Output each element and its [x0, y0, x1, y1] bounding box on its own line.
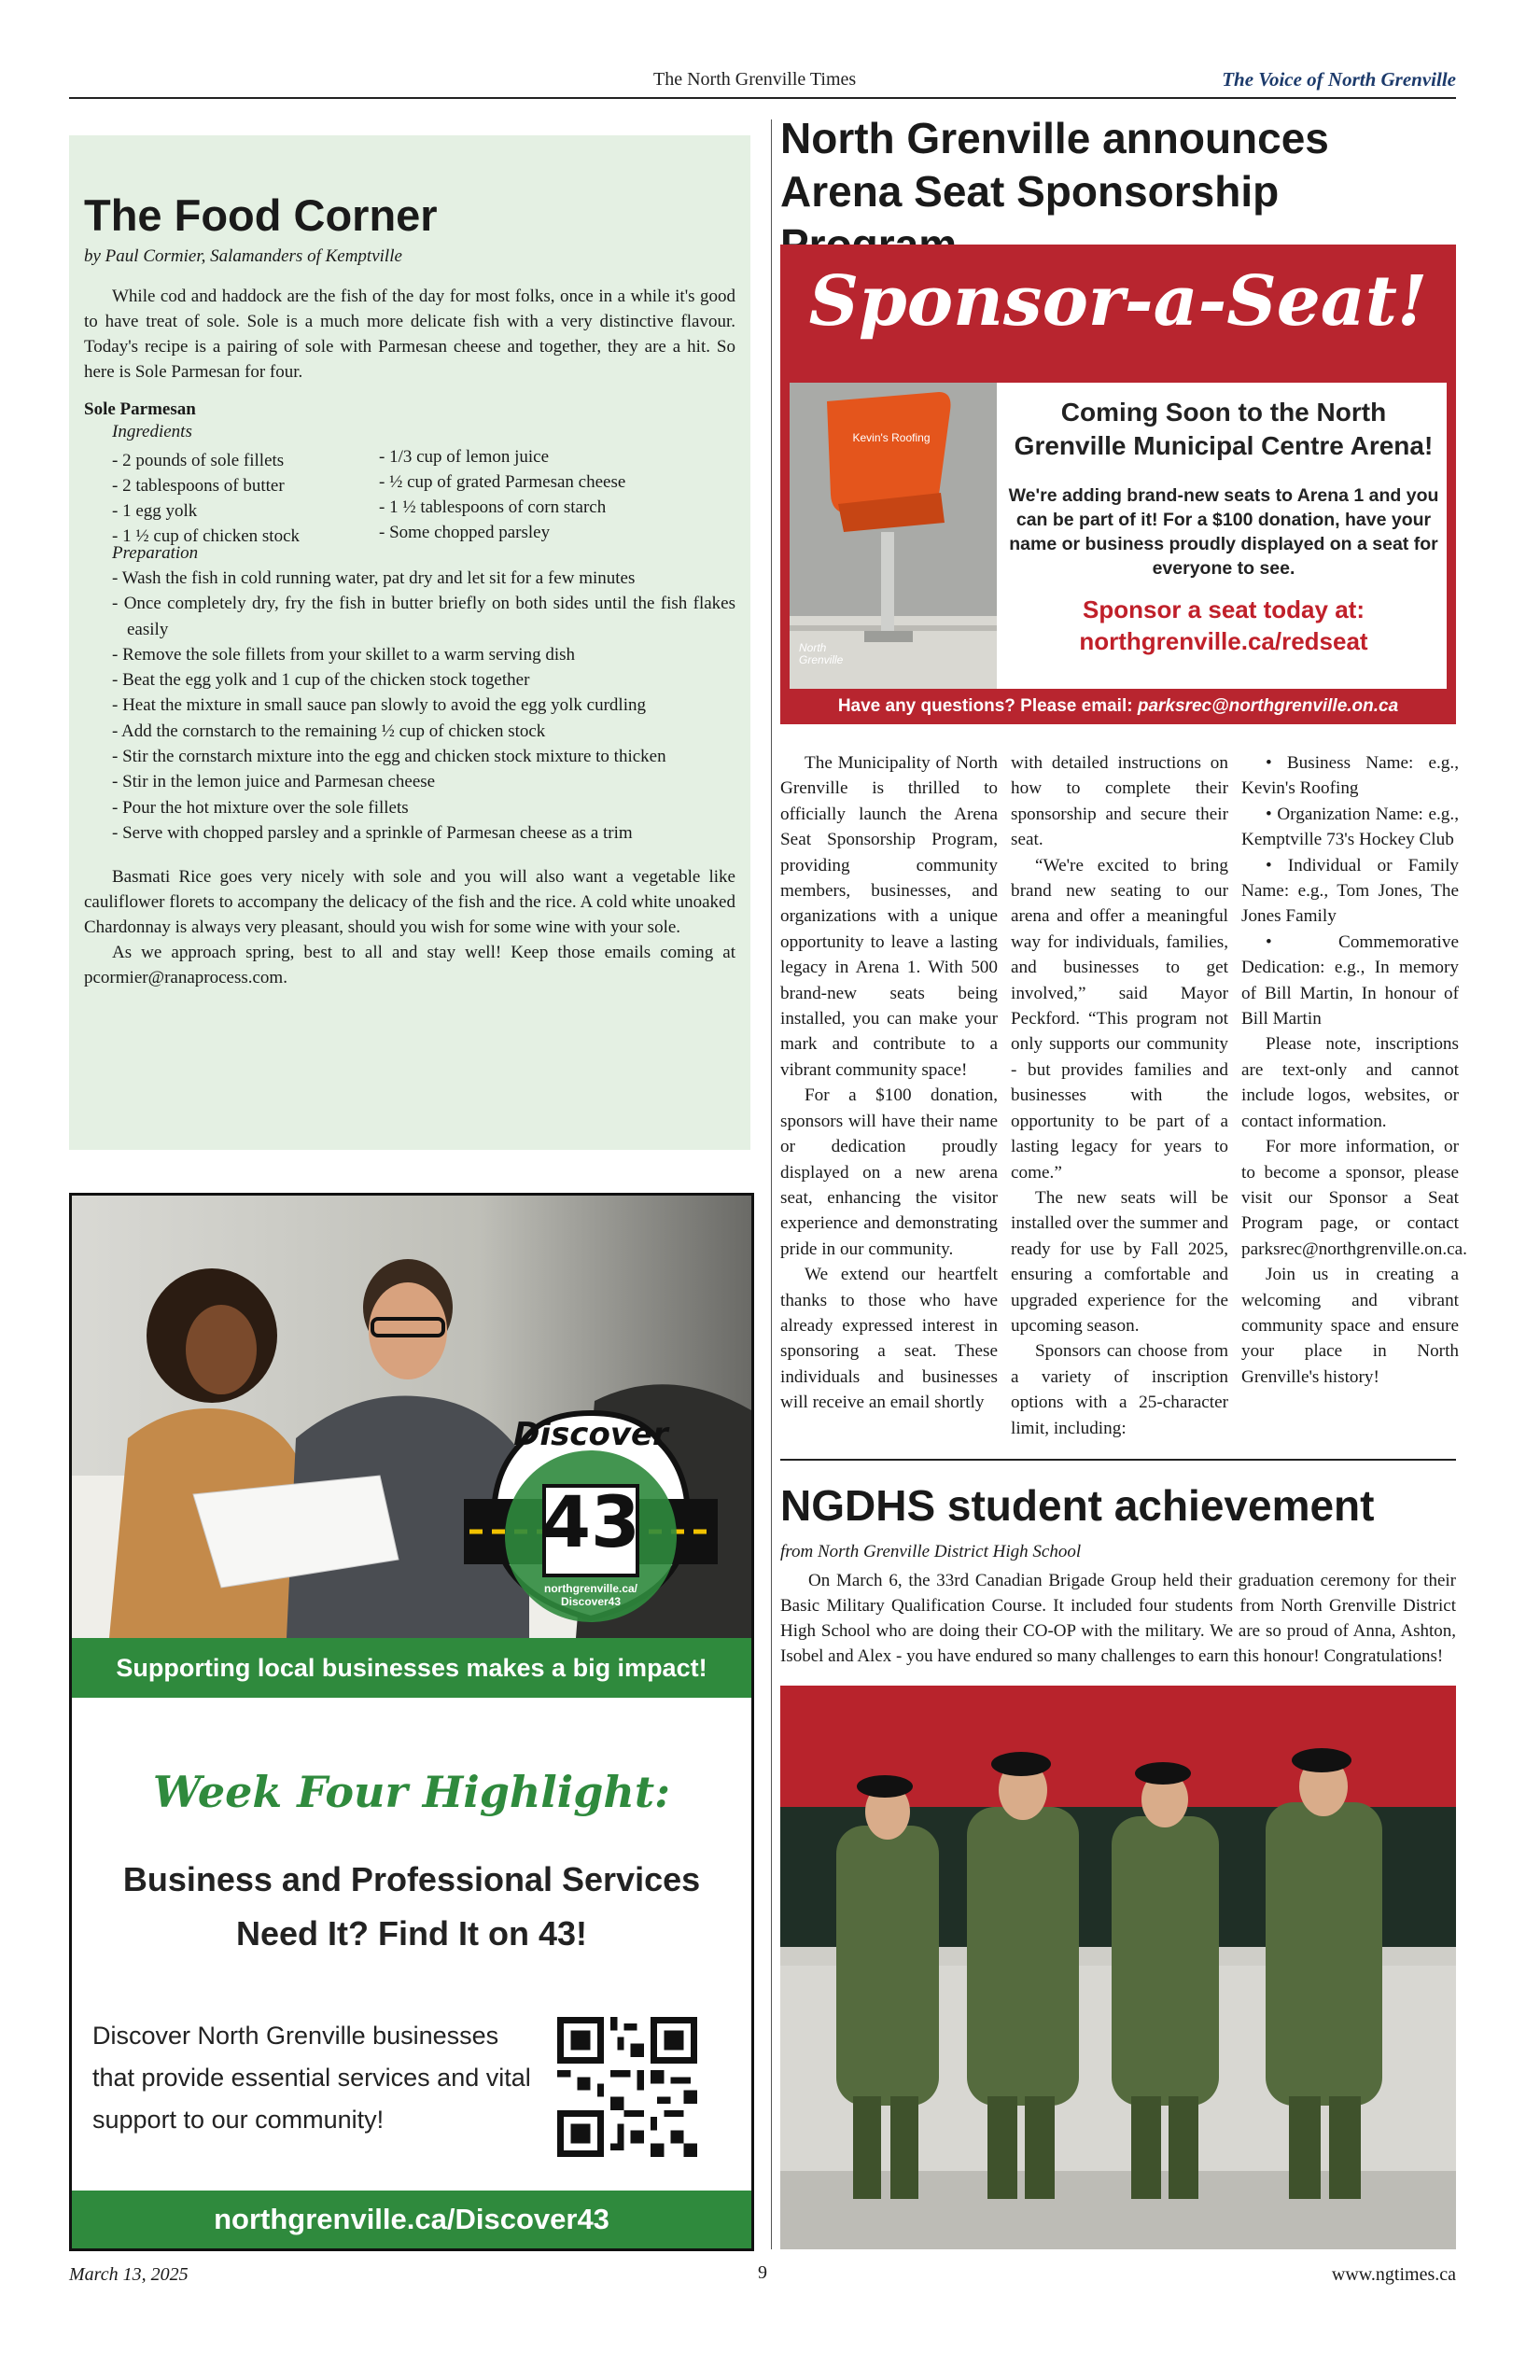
discover43-logo-number: 43	[541, 1480, 640, 1563]
discover43-logo-word: Discover	[513, 1416, 668, 1453]
seat-sponsor-label: Kevin's Roofing	[852, 431, 931, 444]
preparation-step: - Beat the egg yolk and 1 cup of the chicken stock together	[112, 670, 530, 691]
article-paragraph: We extend our heartfelt thanks to those who have already expressed interest in sponsoring a seat. These individuals and businesses will receive an email shortly	[780, 1265, 998, 1413]
article-paragraph: Please note, inscriptions are text-only and cannot include logos, websites, or contact information.	[1241, 1034, 1459, 1131]
article-column-3	[1241, 750, 1467, 1441]
ingredients-label: Ingredients	[112, 422, 192, 441]
qr-code-icon[interactable]	[557, 2017, 697, 2157]
preparation-step: - Pour the hot mixture over the sole fillets	[112, 797, 409, 818]
logo-line-1: North	[799, 641, 827, 654]
food-corner-signoff: As we approach spring, best to all and stay well! Keep those emails coming at pcormier@ranaprocess.com.	[84, 943, 735, 988]
discover43-description: Discover North Grenville businesses that provide essential services and vital support to our community!	[92, 2022, 531, 2134]
article-paragraph: The Municipality of North Grenville is thrilled to officially launch the Arena Seat Sponsorship Program, providing community members, businesses, and organizations with a unique opportunity to leave a lasting legacy in Arena 1. With 500 brand-new seats being installed, you can make your mark and contribute to a vibrant community space!	[780, 753, 998, 1080]
ngdhs-body: On March 6, the 33rd Canadian Brigade Group held their graduation ceremony for their Basic Military Qualification Course. It included four students from North Grenville District High School who are doing their CO-OP with the military. We are so proud of Anna, Ashton, Isobel and Alex - you have endured so many challenges to earn this honour! Congratulations!	[780, 1571, 1456, 1666]
paper-name: The North Grenville Times	[653, 69, 857, 90]
article-paragraph: For a $100 donation, sponsors will have their name or dedication proudly displayed on a new arena seat, enhancing the visitor experience and demonstrating pride in our community.	[780, 1085, 998, 1259]
recipe-title: Sole Parmesan	[84, 399, 196, 419]
ingredient-item: - ½ cup of grated Parmesan cheese	[379, 472, 626, 492]
ingredient-item: - 1 ½ tablespoons of corn starch	[379, 497, 607, 517]
preparation-step: - Once completely dry, fry the fish in butter briefly on both sides until the fish flakes easily	[112, 594, 735, 639]
article-paragraph: The new seats will be installed over the summer and ready for use by Fall 2025, ensuring a comfortable and upgraded experience for the upcoming season.	[1011, 1187, 1228, 1336]
article-paragraph: Sponsors can choose from a variety of inscription options with a 25-character limit, including:	[1011, 1341, 1228, 1438]
ingredients-right-column	[379, 444, 625, 545]
discover43-url-link[interactable]: northgrenville.ca/Discover43	[72, 2191, 751, 2248]
highlight-slogan: Need It? Find It on 43!	[236, 1914, 587, 1953]
article-paragraph: with detailed instructions on how to complete their sponsorship and secure their seat.	[1011, 753, 1228, 850]
sponsor-ad-cta-line: Sponsor a seat today at:	[1083, 595, 1365, 623]
sponsor-ad-url-link[interactable]: northgrenville.ca/redseat	[1079, 627, 1368, 655]
article-paragraph: Join us in creating a welcoming and vibrant community space and ensure your place in North Grenville's history!	[1241, 1265, 1459, 1387]
preparation-step: - Add the cornstarch to the remaining ½ cup of chicken stock	[112, 721, 546, 741]
food-corner-panel	[69, 135, 750, 1150]
paper-tagline: The Voice of North Grenville	[1222, 68, 1456, 91]
arena-article-title: North Grenville announces Arena Seat Sponsorship	[780, 114, 1329, 216]
ingredient-item: - 1/3 cup of lemon juice	[379, 447, 550, 467]
inscription-option: • Commemorative Dedication: e.g., In memory of Bill Martin, In honour of Bill Martin	[1241, 931, 1459, 1029]
section-rule	[780, 1459, 1456, 1461]
sponsor-ad-questions	[780, 689, 1456, 724]
preparation-step: - Serve with chopped parsley and a sprinkle of Parmesan cheese as a trim	[112, 822, 633, 843]
inscription-option: • Individual or Family Name: e.g., Tom Jones, The Jones Family	[1241, 855, 1459, 927]
ingredient-item: - 1 egg yolk	[112, 501, 198, 521]
food-corner-title: The Food Corner	[84, 190, 438, 240]
cadets-photo	[780, 1686, 1456, 2249]
sponsor-ad-inner-panel	[790, 383, 1447, 689]
highlight-category: Business and Professional Services	[122, 1860, 701, 1898]
footer-page-number: 9	[758, 2262, 767, 2283]
inscription-option: • Business Name: e.g., Kevin's Roofing	[1241, 753, 1459, 799]
preparation-label: Preparation	[112, 543, 199, 563]
questions-label: Have any questions? Please email:	[837, 696, 1133, 716]
preparation-step: - Stir the cornstarch mixture into the egg and chicken stock mixture to thicken	[112, 747, 666, 767]
week-highlight-heading: Week Four Highlight:	[152, 1767, 671, 1817]
article-column-1	[780, 750, 998, 1441]
footer-url[interactable]: www.ngtimes.ca	[1331, 2264, 1456, 2285]
discover43-ad	[69, 1193, 754, 2251]
column-divider	[771, 119, 772, 2249]
preparation-step: - Remove the sole fillets from your skillet to a warm serving dish	[112, 644, 576, 665]
discover43-logo-url: northgrenville.ca/	[543, 1582, 638, 1595]
food-corner-intro: While cod and haddock are the fish of the day for most folks, once in a while it's good to have treat of sole. Sole is a much more delicate fish with a very distinctive flavour. Today's recipe is a pairing of sole with Parmesan cheese and together, they are a hit. So here is Sole Parmesan for four.	[84, 287, 735, 382]
preparation-step: - Stir in the lemon juice and Parmesan cheese	[112, 772, 436, 792]
arena-article-body	[780, 750, 1465, 1441]
ingredient-item: - 2 pounds of sole fillets	[112, 451, 285, 470]
food-corner-byline: by Paul Cormier, Salamanders of Kemptville	[84, 246, 402, 266]
questions-email-link[interactable]: parksrec@northgrenville.on.ca	[1137, 696, 1399, 716]
ngdhs-article-title: NGDHS student achievement	[780, 1481, 1375, 1530]
article-column-2	[1011, 750, 1228, 1441]
ingredient-item: - 1 ½ cup of chicken stock	[112, 526, 301, 546]
ingredient-item: - Some chopped parsley	[379, 523, 551, 542]
preparation-step: - Wash the fish in cold running water, pat dry and let sit for a few minutes	[112, 568, 636, 588]
discover43-logo-url-2: Discover43	[560, 1595, 622, 1608]
ingredient-item: - 2 tablespoons of butter	[112, 476, 285, 496]
sponsor-ad-heading: Coming Soon to the North Grenville Municipal Centre Arena!	[1014, 398, 1434, 460]
footer-date: March 13, 2025	[69, 2264, 189, 2285]
sponsor-a-seat-script-title: Sponsor-a-Seat!	[808, 261, 1428, 342]
discover43-banner: Supporting local businesses makes a big impact!	[72, 1638, 751, 1698]
logo-line-2: Grenville	[799, 653, 844, 666]
preparation-step: - Heat the mixture in small sauce pan slowly to avoid the egg yolk curdling	[112, 695, 646, 716]
article-paragraph: For more information, or to become a sponsor, please visit our Sponsor a Seat Program page, or contact parksrec@northgrenville.on.ca.	[1241, 1137, 1467, 1259]
article-paragraph: “We're excited to bring brand new seating to our arena and offer a meaningful way for individuals, families, and businesses to get involved,” said Mayor Peckford. “This program not only supports our community - but provides families and businesses with the opportunity to be part of a lasting legacy for years to come.”	[1011, 855, 1228, 1183]
header-rule	[69, 97, 1456, 99]
sponsor-a-seat-ad	[780, 245, 1456, 724]
inscription-option: • Organization Name: e.g., Kemptville 73's Hockey Club	[1241, 804, 1459, 850]
preparation-steps	[84, 566, 735, 846]
ngdhs-byline: from North Grenville District High School	[780, 1542, 1082, 1561]
sponsor-ad-cta	[1006, 594, 1441, 657]
north-grenville-logo	[799, 642, 843, 666]
sponsor-ad-body: We're adding brand-new seats to Arena 1 and you can be part of it! For a $100 donation, have your name or business proudly displayed on a seat for everyone to see.	[1008, 485, 1439, 579]
ingredients-left-column	[112, 448, 300, 549]
ingredients-list	[84, 444, 735, 546]
food-corner-outro: Basmati Rice goes very nicely with sole and you will also want a vegetable like cauliflower florets to accompany the delicacy of the fish and the rice. A cold white unoaked Chardonnay is always very pleasant, should you wish for some wine with your sole.	[84, 867, 735, 938]
